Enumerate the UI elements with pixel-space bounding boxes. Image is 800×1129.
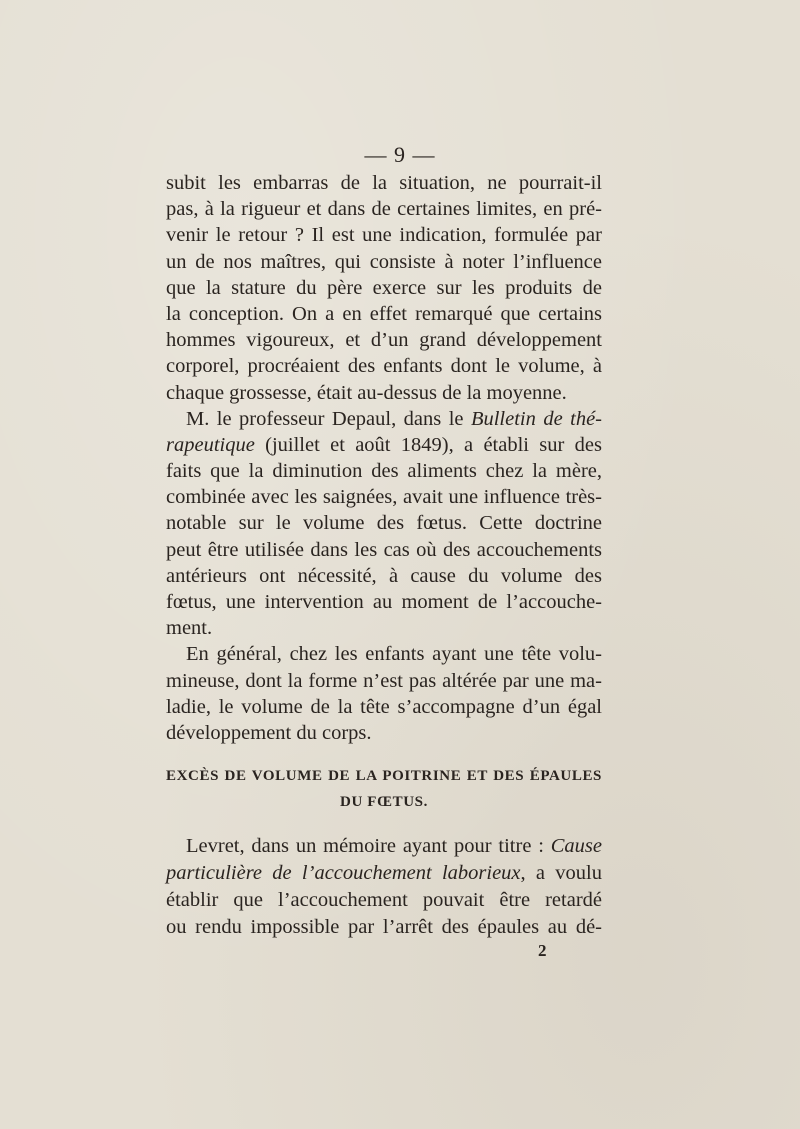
text-line: ment. [166, 617, 213, 640]
text-line [166, 860, 602, 887]
text-line: un de nos maîtres, qui consiste à noter l’influence [166, 250, 602, 273]
text-line: fœtus, une intervention au moment de l’accouche- [166, 591, 602, 613]
text-line: développement du corps. [166, 721, 372, 744]
text-line: En général, chez les enfants ayant une tête volu- [186, 643, 602, 666]
journal-title-italic: Bulletin de thé- [470, 407, 603, 430]
text-line: hommes vigoureux, et d’un grand développement [166, 329, 602, 352]
text-line [166, 432, 602, 458]
text-line: peut être utilisée dans les cas où des accouchements [166, 538, 602, 561]
text-fragment: M. le professeur Depaul, dans le [186, 407, 471, 430]
text-line: mineuse, dont la forme n’est pas altérée par une ma- [166, 669, 602, 692]
body-text [166, 833, 602, 941]
text-line: faits que la diminution des aliments chez la mère, [166, 460, 602, 483]
journal-title-italic: rapeutique [166, 433, 255, 456]
text-fragment: (juillet et août 1849), a établi sur des [254, 433, 602, 456]
text-line: établir que l’accouchement pouvait être retardé [166, 889, 602, 911]
memoir-title-italic: particulière de l’accouchement laborieux [166, 862, 521, 884]
text-fragment: , a voulu [520, 862, 602, 884]
text-line [166, 833, 602, 860]
text-line: chaque grossesse, était au-dessus de la moyenne. [166, 381, 567, 404]
text-line: venir le retour ? Il est une indication, formulée par [166, 224, 602, 247]
text-line: pas, à la rigueur et dans de certaines limites, en pré- [166, 198, 602, 221]
text-line: la conception. On a en effet remarqué que certains [166, 302, 602, 325]
section-heading [166, 763, 602, 815]
text-line: antérieurs ont nécessité, à cause du volume des [166, 564, 602, 587]
text-line [166, 406, 602, 432]
signature-mark: 2 [538, 941, 547, 960]
memoir-title-italic: Cause [550, 835, 602, 857]
body-text [166, 170, 602, 746]
page-number: — 9 — [364, 142, 436, 167]
text-line: combinée avec les saignées, avait une influence très- [166, 486, 602, 509]
text-line: subit les embarras de la situation, ne pourrait-il [166, 172, 602, 194]
section-heading-line: DU FŒTUS. [340, 794, 428, 810]
text-line: corporel, procréaient des enfants dont le volume, à [166, 355, 602, 378]
text-line: ladie, le volume de la tête s’accompagne d’un égal [166, 695, 602, 718]
section-heading-line: EXCÈS DE VOLUME DE LA POITRINE ET DES ÉPAULES [166, 768, 602, 784]
text-line: notable sur le volume des fœtus. Cette doctrine [166, 512, 602, 535]
text-line: ou rendu impossible par l’arrêt des épaules au dé- [166, 916, 602, 938]
text-fragment: Levret, dans un mémoire ayant pour titre : [186, 835, 551, 857]
text-line: que la stature du père exerce sur les produits de [166, 276, 602, 299]
